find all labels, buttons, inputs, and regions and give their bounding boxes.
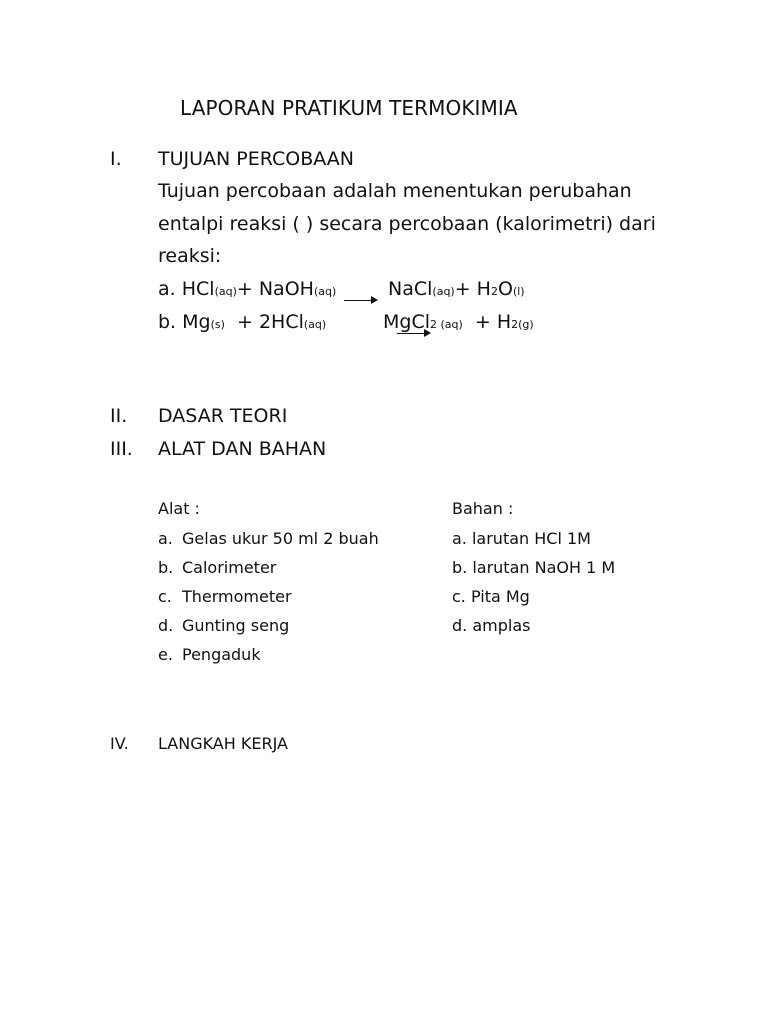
alat-heading: Alat : bbox=[158, 499, 200, 518]
bahan-item: c. Pita Mg bbox=[452, 587, 530, 606]
alat-item-letter: d. bbox=[158, 616, 174, 635]
alat-item bbox=[158, 647, 261, 663]
alat-item-letter: c. bbox=[158, 587, 172, 606]
eq-a-nacl: NaCl bbox=[388, 278, 433, 300]
eq-a-hcl: a. HCl bbox=[158, 278, 215, 300]
alat-item-text: Calorimeter bbox=[182, 558, 277, 577]
eq-b-sub-4: 2(g) bbox=[511, 318, 534, 331]
equation-a bbox=[158, 280, 336, 299]
section-1-line-3: reaksi: bbox=[158, 245, 222, 267]
alat-item bbox=[158, 531, 379, 547]
eq-a-sub-5: (l) bbox=[512, 285, 525, 298]
eq-b-sub-3: 2 (aq) bbox=[430, 318, 463, 331]
equation-b-products bbox=[383, 313, 534, 332]
eq-b-mg: b. Mg bbox=[158, 311, 211, 333]
eq-b-hcl: + 2HCl bbox=[224, 311, 304, 333]
alat-item-text: Pengaduk bbox=[182, 645, 261, 664]
eq-a-arrow bbox=[344, 295, 378, 305]
alat-item bbox=[158, 589, 292, 605]
alat-item-text: Gunting seng bbox=[182, 616, 290, 635]
equation-a-products bbox=[388, 280, 525, 299]
bahan-item: a. larutan HCl 1M bbox=[452, 529, 591, 548]
alat-item-text: Thermometer bbox=[182, 587, 292, 606]
section-4-heading: LANGKAH KERJA bbox=[158, 734, 288, 753]
eq-a-sub-4: 2 bbox=[490, 285, 498, 298]
alat-item-letter: b. bbox=[158, 558, 174, 577]
bahan-heading: Bahan : bbox=[452, 499, 514, 518]
section-4-number: IV. bbox=[110, 734, 129, 753]
alat-item-letter: e. bbox=[158, 645, 173, 664]
eq-b-mgcl: MgCl bbox=[383, 311, 430, 333]
section-1-line-1: Tujuan percobaan adalah menentukan perubahan bbox=[158, 180, 632, 202]
section-2-number: II. bbox=[110, 405, 128, 427]
alat-item bbox=[158, 618, 289, 634]
section-2-heading: DASAR TEORI bbox=[158, 405, 288, 427]
alat-item-text: Gelas ukur 50 ml 2 buah bbox=[182, 529, 379, 548]
alat-item-letter: a. bbox=[158, 529, 173, 548]
eq-b-sub-2: (aq) bbox=[303, 318, 327, 331]
eq-a-sub-3: (aq) bbox=[432, 285, 455, 298]
alat-item bbox=[158, 560, 276, 576]
bahan-item: d. amplas bbox=[452, 616, 531, 635]
section-1-number: I. bbox=[110, 148, 122, 170]
page-title: LAPORAN PRATIKUM TERMOKIMIA bbox=[180, 96, 518, 120]
bahan-item: b. larutan NaOH 1 M bbox=[452, 558, 616, 577]
eq-b-h: + H bbox=[462, 311, 512, 333]
equation-b bbox=[158, 313, 326, 332]
eq-a-sub-1: (aq) bbox=[214, 285, 237, 298]
eq-a-naoh: + NaOH bbox=[236, 278, 314, 300]
eq-b-sub-1: (s) bbox=[210, 318, 225, 331]
section-1-line-2: entalpi reaksi ( ) secara percobaan (kalorimetri) dari bbox=[158, 213, 656, 235]
section-3-number: III. bbox=[110, 438, 133, 460]
eq-a-sub-2: (aq) bbox=[313, 285, 337, 298]
section-3-heading: ALAT DAN BAHAN bbox=[158, 438, 327, 460]
eq-a-h: + H bbox=[454, 278, 491, 300]
eq-a-o: O bbox=[497, 278, 513, 300]
section-1-heading: TUJUAN PERCOBAAN bbox=[158, 148, 354, 170]
